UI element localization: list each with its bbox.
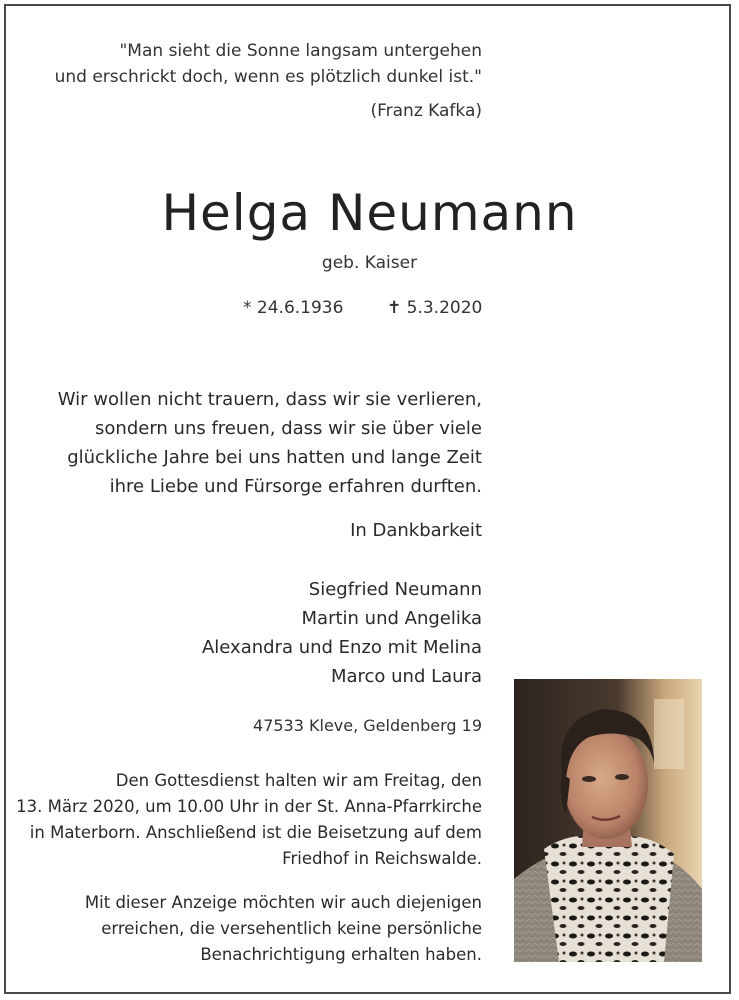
service-line: Friedhof in Reichswalde. xyxy=(282,849,482,868)
quote-line: "Man sieht die Sonne langsam untergehen xyxy=(119,41,482,61)
message xyxy=(58,385,482,501)
notice-line: erreichen, die versehentlich keine persönliche xyxy=(101,919,482,938)
message-line: sondern uns freuen, dass wir sie über viele xyxy=(95,418,482,439)
family-member: Siegfried Neumann xyxy=(308,579,482,600)
quote xyxy=(55,38,482,90)
portrait-photo xyxy=(514,679,702,962)
notice xyxy=(85,890,482,968)
born-name: geb. Kaiser xyxy=(321,253,418,273)
address: 47533 Kleve, Geldenberg 19 xyxy=(253,716,482,735)
family-member: Alexandra und Enzo mit Melina xyxy=(201,637,482,658)
quote-line: und erschrickt doch, wenn es plötzlich dunkel ist." xyxy=(54,67,482,87)
family-list xyxy=(202,575,482,691)
service-info xyxy=(16,768,482,872)
notice-line: Mit dieser Anzeige möchten wir auch diejenigen xyxy=(84,893,482,912)
service-line: 13. März 2020, um 10.00 Uhr in der St. Anna-Pfarrkirche xyxy=(16,797,482,816)
death-date: ✝ 5.3.2020 xyxy=(387,298,483,318)
notice-line: Benachrichtigung erhalten haben. xyxy=(200,945,482,964)
birth-date: * 24.6.1936 xyxy=(243,298,344,318)
gratitude: In Dankbarkeit xyxy=(350,520,482,541)
service-line: Den Gottesdienst halten wir am Freitag, den xyxy=(115,771,482,790)
family-member: Martin und Angelika xyxy=(301,608,482,629)
message-line: ihre Liebe und Fürsorge erfahren durften. xyxy=(109,476,482,497)
family-member: Marco und Laura xyxy=(330,666,482,687)
message-line: glückliche Jahre bei uns hatten und lange Zeit xyxy=(67,447,482,468)
service-line: in Materborn. Anschließend ist die Beisetzung auf dem xyxy=(29,823,482,842)
deceased-name: Helga Neumann xyxy=(161,184,578,242)
message-line: Wir wollen nicht trauern, dass wir sie verlieren, xyxy=(57,389,482,410)
quote-author: (Franz Kafka) xyxy=(370,101,482,121)
